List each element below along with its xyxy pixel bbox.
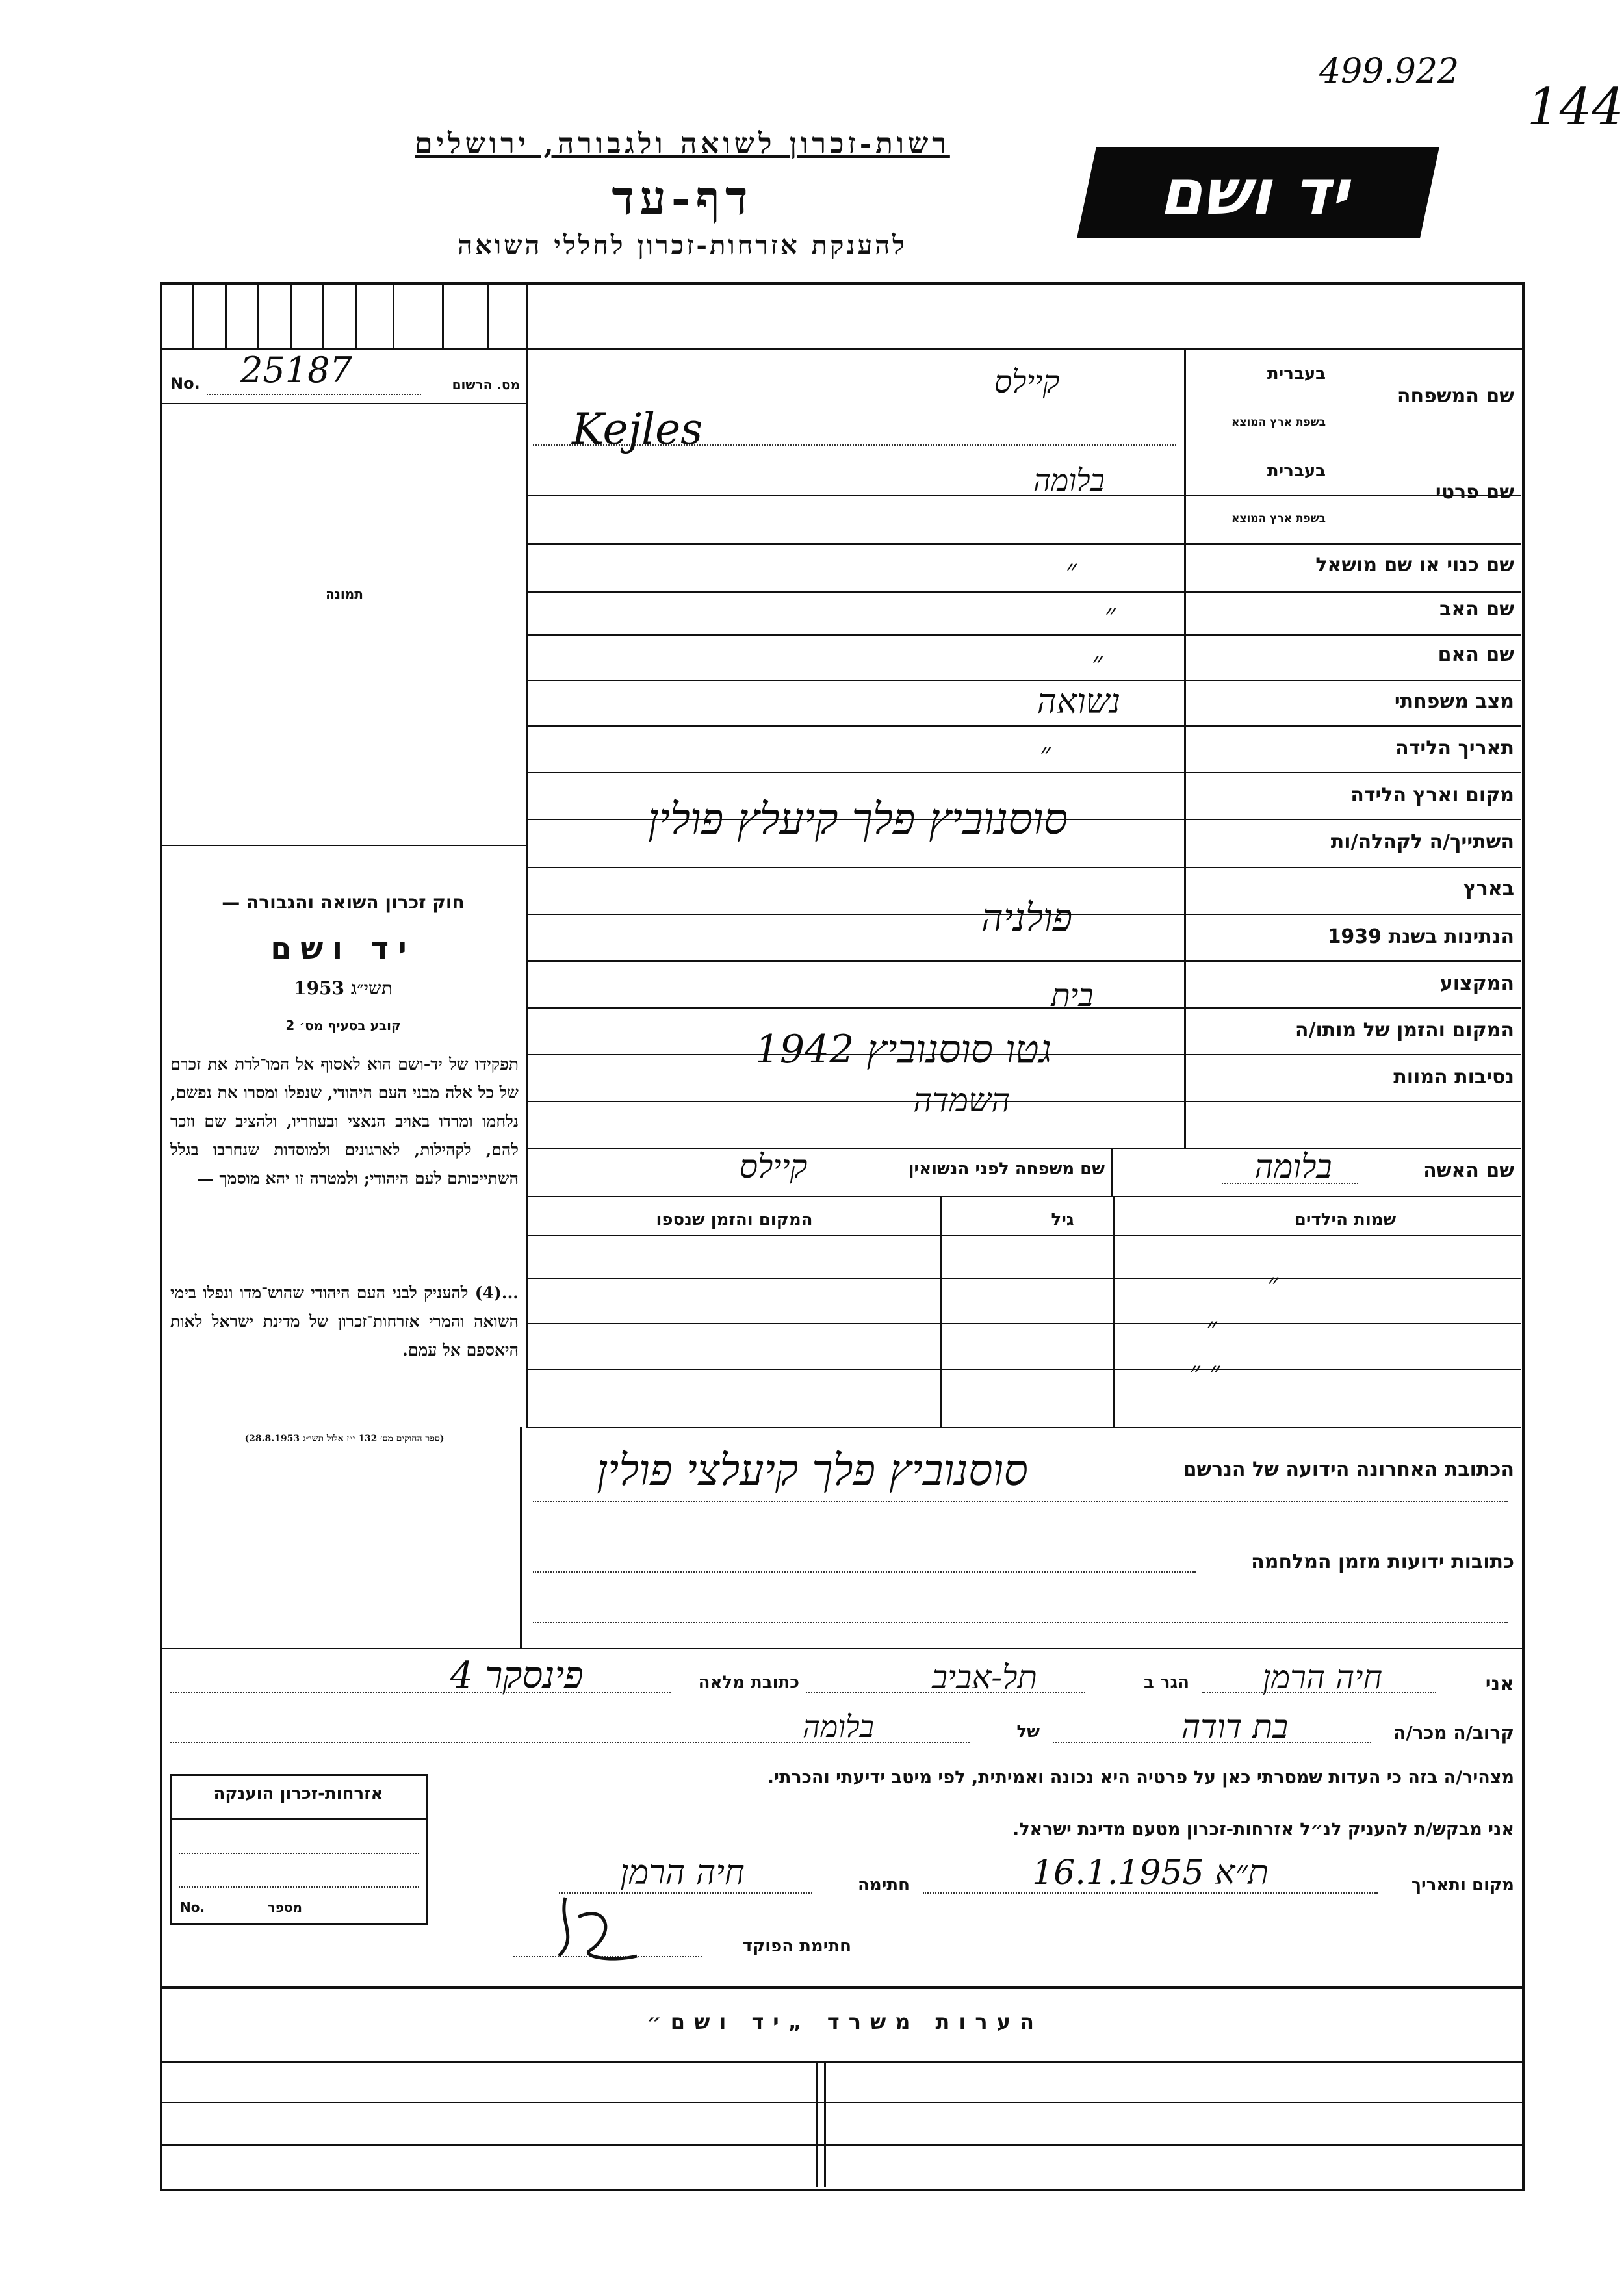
- file-number: 499.922: [1319, 52, 1460, 91]
- first-name-hebrew-label: בעברית: [1267, 461, 1326, 481]
- child-row-3-name: ״ ״: [1189, 1356, 1220, 1389]
- citizenship-box: [170, 1774, 428, 1925]
- authority-name: רשות-זכרון לשואה ולגבורה, ירושלים: [415, 127, 950, 161]
- declarant-lives-label: הגר ב: [1143, 1673, 1189, 1692]
- citizenship-box-title: אזרחות-זכרון הוענקה: [213, 1784, 383, 1803]
- declarant-name: חיה הרמן: [1262, 1658, 1383, 1696]
- law-clause: קובע בסעיף מס׳ 2: [285, 1018, 401, 1033]
- death-place-time-label: המקום והזמן של מותו/ה: [1295, 1019, 1514, 1042]
- office-notes-title: הערות משרד „יד ושם״: [647, 2009, 1043, 2034]
- declarant-city: תל-אביב: [931, 1658, 1038, 1696]
- profession-label: המקצוע: [1439, 972, 1514, 995]
- spouse-value: בלומה: [1254, 1148, 1332, 1185]
- children-names-header: שמות הילדים: [1294, 1210, 1397, 1230]
- declarant-relation: בת דודה: [1181, 1708, 1289, 1745]
- country-label: בארץ: [1463, 877, 1514, 900]
- law-text-1: תפקידו של יד-ושם הוא לאסוף אל המו־לדת את זכרם של כל אלה מבני העם היהודי, שנפלו ומסרו את נפשם, נלחמו ומרדו באויב הנאצי ובעוזריו, ולהציב שם וזכר להם, לקהילות, לארגונים ולמוסדות שנחרבו בגלל השתייכותם לעם היהודי; ולמטרה זו יהא מוסמך —: [170, 1055, 519, 1188]
- last-address-value: סוסנוביץ פלך קיעלצי פולין: [597, 1445, 1028, 1495]
- father-name-label: שם האב: [1439, 598, 1514, 621]
- form-title: דף-עד: [612, 170, 753, 225]
- profession-value: בית: [1051, 977, 1094, 1014]
- form-subtitle: להענקת אזרחות-זכרון לחללי השואה: [458, 230, 907, 261]
- declaration-line-2: אני מבקש/ת להעניק לנ״ל אזרחות-זכרון מטעם מדינת ישראל.: [1012, 1820, 1514, 1840]
- family-name-hebrew-value: קיילס: [994, 364, 1060, 400]
- maiden-name-label: שם משפחה לפני הנשואין: [908, 1159, 1105, 1179]
- family-name-hebrew-label: בעברית: [1267, 364, 1326, 383]
- child-row-2-name: ״: [1206, 1311, 1217, 1345]
- officer-signature-mark: [539, 1878, 669, 1969]
- first-name-origin-label: בשפת ארץ המוצא: [1231, 512, 1326, 525]
- father-name-value: ״: [1105, 598, 1116, 631]
- mother-name-value: ״: [1092, 646, 1103, 679]
- declarant-ani-label: אני: [1485, 1673, 1514, 1695]
- spouse-label: שם האשה: [1423, 1159, 1514, 1182]
- law-title: חוק זכרון השואה והגבורה —: [222, 892, 465, 913]
- community-label: השתייך/ה לקהלה/ות: [1330, 830, 1514, 853]
- mother-name-label: שם האם: [1437, 643, 1514, 666]
- declarant-address: פינסקר 4: [450, 1655, 584, 1697]
- photo-label: תמונה: [326, 586, 363, 602]
- country-value: פולניה: [981, 895, 1073, 940]
- corner-number: 144: [1527, 78, 1624, 136]
- death-circumstances-label: נסיבות המוות: [1393, 1066, 1514, 1088]
- declarant-relative-label: קרוב/ה מכר/ה: [1393, 1722, 1514, 1744]
- citizenship-box-number-label: מספר: [267, 1899, 302, 1915]
- maiden-name-value: קיילס: [739, 1148, 808, 1185]
- nickname-value: ״: [1066, 554, 1077, 587]
- law-year: תשי״ג 1953: [294, 977, 393, 999]
- officer-signature-label: חתימת הפוקד: [742, 1937, 851, 1956]
- declarant-address-label: כתובת מלאה: [698, 1673, 799, 1692]
- last-address-label: הכתובת האחרונה הידועה של הנרשם: [1183, 1458, 1514, 1481]
- marital-status-label: מצב משפחתי: [1394, 690, 1514, 713]
- citizenship-box-no-label: No.: [180, 1899, 205, 1915]
- wartime-addresses-label: כתובות ידועות מזמן המלחמה: [1251, 1551, 1514, 1573]
- first-name-value: בלומה: [1033, 463, 1105, 498]
- birthplace-label: מקום וארץ הלידה: [1350, 784, 1514, 806]
- registration-label: מס. הרשום: [452, 377, 520, 393]
- citizenship-1939-label: הנתינות בשנת 1939: [1327, 925, 1514, 948]
- registration-no-value: 25187: [240, 350, 352, 391]
- family-name-label: שם המשפחה: [1397, 385, 1514, 407]
- declarant-of-label: של: [1016, 1722, 1040, 1742]
- declarant-of-value: בלומה: [803, 1709, 874, 1744]
- declaration-line-1: מצהיר/ה בזה כי העדות שמסרתי כאן על פרטיה היא נכונה ואמיתית, לפי מיטב ידיעתי והכרתי.: [767, 1768, 1514, 1788]
- place-date-value: ת״א 16.1.1955: [1032, 1853, 1269, 1892]
- yad-vashem-logo: יד ושם: [1077, 147, 1439, 238]
- law-citation: (ספר החוקים מס׳ 132 י״ז אלול תשי״ג 28.8.1953): [244, 1434, 445, 1444]
- child-row-1-name: ״: [1267, 1267, 1278, 1300]
- law-name: יד ושם: [270, 931, 416, 966]
- registration-no-label: No.: [170, 374, 200, 393]
- death-place-time-value: גטו סוסנוביץ 1942: [754, 1027, 1052, 1072]
- nickname-label: שם כנוי או שם מושאל: [1315, 554, 1514, 576]
- family-name-origin-label: בשפת ארץ המוצא: [1231, 416, 1326, 429]
- death-circumstances-value: השמדה: [913, 1081, 1011, 1119]
- birth-date-label: תאריך הלידה: [1395, 737, 1514, 760]
- children-death-header: המקום והזמן שנספו: [656, 1210, 813, 1230]
- birthplace-value: סוסנוביץ פלך קיעלץ פולין: [647, 794, 1068, 844]
- marital-status-value: נשואה: [1037, 682, 1121, 721]
- signature-label: חתימה: [858, 1875, 910, 1895]
- birth-date-value: ״: [1040, 737, 1051, 770]
- law-text-2: ...(4) להעניק לבני העם היהודי שהוש־מדו ונפלו בימי השואה והמרי אזרחות־זכרון של מדינת ישראל לאות היאספם אל עמם.: [170, 1283, 519, 1359]
- children-table: [526, 1196, 1521, 1427]
- family-name-origin-value: Kejles: [572, 404, 703, 454]
- signature-value: חיה הרמן: [620, 1853, 745, 1892]
- place-date-label: מקום ותאריך: [1411, 1875, 1514, 1895]
- first-name-label: שם פרטי: [1435, 481, 1514, 504]
- children-age-header: גיל: [1051, 1210, 1074, 1230]
